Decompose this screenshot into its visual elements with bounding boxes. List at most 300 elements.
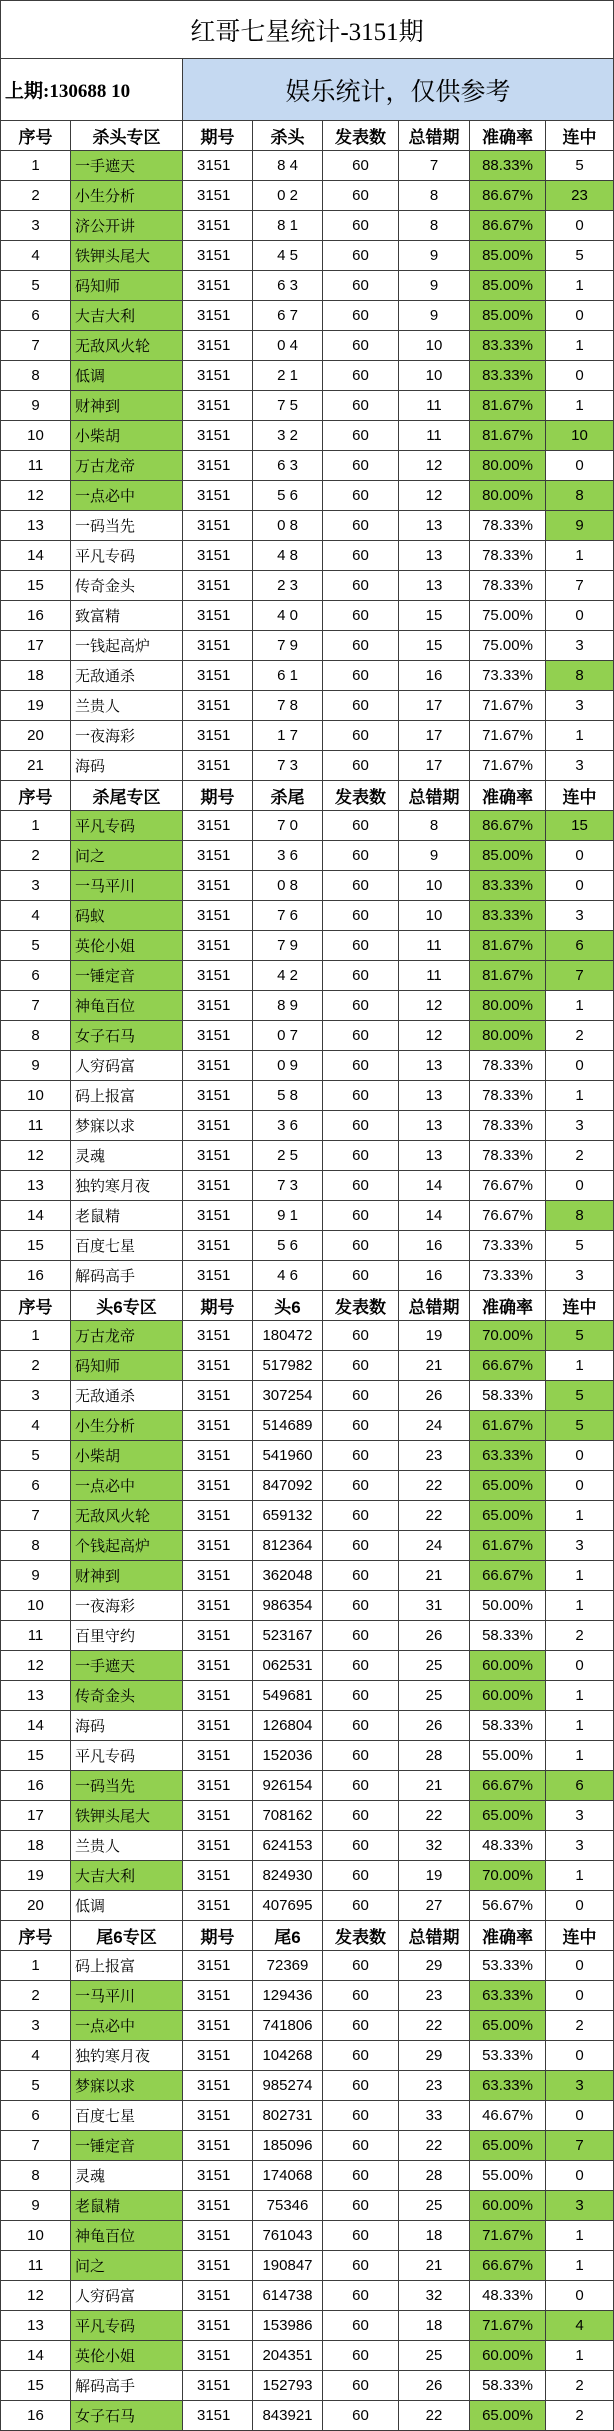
- predictor-name: 百里守约: [71, 1621, 183, 1650]
- miss-count: 21: [399, 1561, 470, 1590]
- miss-count: 24: [399, 1531, 470, 1560]
- pick-value: 75346: [253, 2191, 323, 2220]
- predictor-name: 问之: [71, 2251, 183, 2280]
- miss-count: 19: [399, 1321, 470, 1350]
- accuracy-rate: 81.67%: [470, 961, 546, 990]
- period-number: 3151: [183, 1651, 253, 1680]
- period-number: 3151: [183, 721, 253, 750]
- row-number: 19: [1, 1861, 71, 1890]
- period-number: 3151: [183, 2101, 253, 2130]
- miss-count: 18: [399, 2311, 470, 2340]
- accuracy-rate: 53.33%: [470, 1951, 546, 1980]
- accuracy-rate: 58.33%: [470, 2371, 546, 2400]
- accuracy-rate: 53.33%: [470, 2041, 546, 2070]
- pick-value: 514689: [253, 1411, 323, 1440]
- win-streak: 1: [575, 1687, 584, 1704]
- period-number: 3151: [183, 1981, 253, 2010]
- win-streak: 9: [546, 511, 613, 540]
- accuracy-rate: 83.33%: [470, 871, 546, 900]
- pick-value: 7 3: [253, 751, 323, 780]
- post-count: 60: [323, 2011, 399, 2040]
- table-row: [1, 1951, 613, 1981]
- table-row: [1, 811, 613, 841]
- win-streak: 5: [546, 1411, 613, 1440]
- post-count: 60: [323, 2221, 399, 2250]
- pick-value: 4 0: [253, 601, 323, 630]
- pick-value: 847092: [253, 1471, 323, 1500]
- win-streak: 2: [575, 1627, 584, 1644]
- miss-count: 21: [399, 1351, 470, 1380]
- row-number: 19: [1, 691, 71, 720]
- table-row: [1, 1831, 613, 1861]
- table-row: [1, 1471, 613, 1501]
- predictor-name: 传奇金头: [71, 571, 183, 600]
- miss-count: 12: [399, 451, 470, 480]
- section-header-row: [1, 1921, 613, 1951]
- miss-count: 10: [399, 871, 470, 900]
- miss-count: 17: [399, 691, 470, 720]
- pick-value: 7 6: [253, 901, 323, 930]
- header-pick: 杀尾: [253, 781, 323, 810]
- period-number: 3151: [183, 1771, 253, 1800]
- post-count: 60: [323, 1141, 399, 1170]
- predictor-name: 人穷码富: [71, 2281, 183, 2310]
- pick-value: 5 6: [253, 481, 323, 510]
- predictor-name: 铁钾头尾大: [71, 241, 183, 270]
- predictor-name: 梦寐以求: [71, 2071, 183, 2100]
- row-number: 9: [1, 1561, 71, 1590]
- pick-value: 541960: [253, 1441, 323, 1470]
- header-miss-count: 总错期: [399, 121, 470, 150]
- miss-count: 17: [399, 721, 470, 750]
- post-count: 60: [323, 2341, 399, 2370]
- period-number: 3151: [183, 1021, 253, 1050]
- accuracy-rate: 80.00%: [470, 451, 546, 480]
- header-streak: 连中: [562, 128, 597, 147]
- table-row: [1, 1741, 613, 1771]
- row-number: 18: [1, 661, 71, 690]
- accuracy-rate: 76.67%: [470, 1201, 546, 1230]
- period-number: 3151: [183, 1381, 253, 1410]
- header-section-name: 尾6专区: [71, 1921, 183, 1950]
- win-streak: 2: [575, 2377, 584, 2394]
- table-row: [1, 2401, 613, 2430]
- table-row: [1, 841, 613, 871]
- row-number: 17: [1, 1801, 71, 1830]
- pick-value: 3 2: [253, 421, 323, 450]
- pick-value: 0 8: [253, 871, 323, 900]
- period-number: 3151: [183, 871, 253, 900]
- miss-count: 28: [399, 2161, 470, 2190]
- accuracy-rate: 78.33%: [470, 1051, 546, 1080]
- win-streak: 0: [575, 367, 584, 384]
- row-number: 12: [1, 1141, 71, 1170]
- post-count: 60: [323, 631, 399, 660]
- miss-count: 16: [399, 1231, 470, 1260]
- row-number: 11: [1, 1111, 71, 1140]
- post-count: 60: [323, 451, 399, 480]
- win-streak: 1: [575, 1717, 584, 1734]
- accuracy-rate: 63.33%: [470, 1441, 546, 1470]
- pick-value: 6 7: [253, 301, 323, 330]
- accuracy-rate: 46.67%: [470, 2101, 546, 2130]
- row-number: 4: [1, 2041, 71, 2070]
- table-row: [1, 361, 613, 391]
- miss-count: 7: [399, 151, 470, 180]
- pick-value: 190847: [253, 2251, 323, 2280]
- accuracy-rate: 71.67%: [470, 751, 546, 780]
- row-number: 13: [1, 511, 71, 540]
- table-row: [1, 1351, 613, 1381]
- table-row: [1, 1381, 613, 1411]
- last-draw-result: 上期:130688 10: [5, 81, 131, 102]
- row-number: 14: [1, 541, 71, 570]
- row-number: 17: [1, 631, 71, 660]
- period-number: 3151: [183, 601, 253, 630]
- table-row: [1, 301, 613, 331]
- table-row: [1, 1651, 613, 1681]
- period-number: 3151: [183, 1891, 253, 1920]
- accuracy-rate: 48.33%: [470, 2281, 546, 2310]
- period-number: 3151: [183, 511, 253, 540]
- win-streak: 3: [575, 757, 584, 774]
- post-count: 60: [323, 931, 399, 960]
- table-row: [1, 2131, 613, 2161]
- pick-value: 843921: [253, 2401, 323, 2430]
- win-streak: 3: [546, 2191, 613, 2220]
- post-count: 60: [323, 241, 399, 270]
- period-number: 3151: [183, 1231, 253, 1260]
- miss-count: 25: [399, 2341, 470, 2370]
- pick-value: 6 3: [253, 451, 323, 480]
- predictor-name: 个钱起高炉: [71, 1531, 183, 1560]
- miss-count: 9: [399, 841, 470, 870]
- pick-value: 407695: [253, 1891, 323, 1920]
- accuracy-rate: 66.67%: [470, 1771, 546, 1800]
- period-number: 3151: [183, 361, 253, 390]
- period-number: 3151: [183, 1081, 253, 1110]
- period-number: 3151: [183, 421, 253, 450]
- row-number: 8: [1, 1531, 71, 1560]
- win-streak: 1: [575, 727, 584, 744]
- accuracy-rate: 71.67%: [470, 691, 546, 720]
- pick-value: 6 1: [253, 661, 323, 690]
- post-count: 60: [323, 1591, 399, 1620]
- predictor-name: 独钓寒月夜: [71, 1171, 183, 1200]
- post-count: 60: [323, 991, 399, 1020]
- post-count: 60: [323, 481, 399, 510]
- pick-value: 986354: [253, 1591, 323, 1620]
- predictor-name: 一点必中: [71, 1471, 183, 1500]
- table-row: [1, 211, 613, 241]
- win-streak: 8: [546, 661, 613, 690]
- row-number: 8: [1, 361, 71, 390]
- table-row: [1, 571, 613, 601]
- post-count: 60: [323, 511, 399, 540]
- accuracy-rate: 73.33%: [470, 1231, 546, 1260]
- post-count: 60: [323, 1351, 399, 1380]
- miss-count: 8: [399, 181, 470, 210]
- accuracy-rate: 75.00%: [470, 631, 546, 660]
- post-count: 60: [323, 901, 399, 930]
- win-streak: 0: [575, 2047, 584, 2064]
- predictor-name: 海码: [71, 751, 183, 780]
- row-number: 15: [1, 1231, 71, 1260]
- accuracy-rate: 63.33%: [470, 1981, 546, 2010]
- row-number: 12: [1, 481, 71, 510]
- win-streak: 1: [575, 1507, 584, 1524]
- disclaimer-cell: [183, 59, 613, 120]
- period-number: 3151: [183, 2401, 253, 2430]
- predictor-name: 一点必中: [71, 481, 183, 510]
- accuracy-rate: 83.33%: [470, 901, 546, 930]
- row-number: 10: [1, 1081, 71, 1110]
- predictor-name: 致富精: [71, 601, 183, 630]
- header-streak: 连中: [562, 788, 597, 807]
- post-count: 60: [323, 1051, 399, 1080]
- row-number: 2: [1, 841, 71, 870]
- post-count: 60: [323, 2191, 399, 2220]
- period-number: 3151: [183, 301, 253, 330]
- header-post-count: 发表数: [323, 1291, 399, 1320]
- post-count: 60: [323, 1231, 399, 1260]
- miss-count: 8: [399, 811, 470, 840]
- table-row: [1, 511, 613, 541]
- miss-count: 22: [399, 1801, 470, 1830]
- period-number: 3151: [183, 2251, 253, 2280]
- predictor-name: 解码高手: [71, 2371, 183, 2400]
- miss-count: 13: [399, 571, 470, 600]
- win-streak: 0: [575, 2287, 584, 2304]
- post-count: 60: [323, 1441, 399, 1470]
- post-count: 60: [323, 1411, 399, 1440]
- pick-value: 4 8: [253, 541, 323, 570]
- table-row: [1, 2221, 613, 2251]
- post-count: 60: [323, 1111, 399, 1140]
- period-number: 3151: [183, 151, 253, 180]
- table-row: [1, 1051, 613, 1081]
- win-streak: 0: [575, 217, 584, 234]
- miss-count: 22: [399, 1471, 470, 1500]
- row-number: 6: [1, 1471, 71, 1500]
- predictor-name: 小生分析: [71, 1411, 183, 1440]
- miss-count: 29: [399, 2041, 470, 2070]
- pick-value: 659132: [253, 1501, 323, 1530]
- table-row: [1, 1261, 613, 1291]
- win-streak: 1: [575, 1597, 584, 1614]
- table-row: [1, 1021, 613, 1051]
- miss-count: 25: [399, 1651, 470, 1680]
- miss-count: 19: [399, 1861, 470, 1890]
- period-number: 3151: [183, 661, 253, 690]
- table-row: [1, 1441, 613, 1471]
- accuracy-rate: 78.33%: [470, 511, 546, 540]
- win-streak: 3: [575, 1267, 584, 1284]
- table-row: [1, 1771, 613, 1801]
- period-number: 3151: [183, 1951, 253, 1980]
- pick-value: 761043: [253, 2221, 323, 2250]
- period-number: 3151: [183, 1591, 253, 1620]
- miss-count: 13: [399, 1141, 470, 1170]
- post-count: 60: [323, 211, 399, 240]
- table-row: [1, 1081, 613, 1111]
- post-count: 60: [323, 1471, 399, 1500]
- post-count: 60: [323, 571, 399, 600]
- pick-value: 153986: [253, 2311, 323, 2340]
- predictor-name: 低调: [71, 1891, 183, 1920]
- row-number: 9: [1, 2191, 71, 2220]
- miss-count: 12: [399, 1021, 470, 1050]
- pick-value: 802731: [253, 2101, 323, 2130]
- period-number: 3151: [183, 631, 253, 660]
- table-row: [1, 331, 613, 361]
- miss-count: 28: [399, 1741, 470, 1770]
- accuracy-rate: 66.67%: [470, 2251, 546, 2280]
- predictor-name: 财神到: [71, 391, 183, 420]
- period-number: 3151: [183, 1711, 253, 1740]
- header-period: 期号: [183, 121, 253, 150]
- row-number: 13: [1, 1681, 71, 1710]
- win-streak: 5: [546, 1381, 613, 1410]
- period-number: 3151: [183, 1501, 253, 1530]
- pick-value: 9 1: [253, 1201, 323, 1230]
- miss-count: 14: [399, 1171, 470, 1200]
- period-number: 3151: [183, 211, 253, 240]
- win-streak: 0: [575, 607, 584, 624]
- period-number: 3151: [183, 1741, 253, 1770]
- pick-value: 549681: [253, 1681, 323, 1710]
- miss-count: 23: [399, 1441, 470, 1470]
- period-number: 3151: [183, 2191, 253, 2220]
- header-pick: 头6: [253, 1291, 323, 1320]
- row-number: 4: [1, 241, 71, 270]
- row-number: 10: [1, 2221, 71, 2250]
- header-miss-count: 总错期: [399, 1921, 470, 1950]
- accuracy-rate: 60.00%: [470, 2191, 546, 2220]
- table-row: [1, 181, 613, 211]
- post-count: 60: [323, 2311, 399, 2340]
- table-row: [1, 1891, 613, 1921]
- period-number: 3151: [183, 841, 253, 870]
- table-row: [1, 241, 613, 271]
- period-number: 3151: [183, 901, 253, 930]
- period-number: 3151: [183, 1351, 253, 1380]
- predictor-name: 一锤定音: [71, 2131, 183, 2160]
- win-streak: 5: [546, 1321, 613, 1350]
- title-row: [1, 1, 613, 59]
- pick-value: 7 9: [253, 631, 323, 660]
- miss-count: 11: [399, 931, 470, 960]
- win-streak: 15: [546, 811, 613, 840]
- post-count: 60: [323, 661, 399, 690]
- period-number: 3151: [183, 241, 253, 270]
- table-row: [1, 1531, 613, 1561]
- miss-count: 13: [399, 1081, 470, 1110]
- table-row: [1, 1231, 613, 1261]
- pick-value: 517982: [253, 1351, 323, 1380]
- table-row: [1, 661, 613, 691]
- predictor-name: 百度七星: [71, 2101, 183, 2130]
- predictor-name: 灵魂: [71, 1141, 183, 1170]
- header-period: 期号: [183, 1291, 253, 1320]
- accuracy-rate: 55.00%: [470, 2161, 546, 2190]
- period-number: 3151: [183, 1621, 253, 1650]
- win-streak: 1: [575, 547, 584, 564]
- win-streak: 5: [575, 247, 584, 264]
- accuracy-rate: 80.00%: [470, 481, 546, 510]
- post-count: 60: [323, 2041, 399, 2070]
- post-count: 60: [323, 1321, 399, 1350]
- accuracy-rate: 86.67%: [470, 211, 546, 240]
- accuracy-rate: 61.67%: [470, 1531, 546, 1560]
- accuracy-rate: 58.33%: [470, 1621, 546, 1650]
- predictor-name: 一钱起高炉: [71, 631, 183, 660]
- win-streak: 0: [575, 1657, 584, 1674]
- post-count: 60: [323, 2401, 399, 2430]
- period-number: 3151: [183, 2221, 253, 2250]
- predictor-name: 神龟百位: [71, 991, 183, 1020]
- post-count: 60: [323, 811, 399, 840]
- win-streak: 2: [575, 2407, 584, 2424]
- post-count: 60: [323, 1021, 399, 1050]
- accuracy-rate: 75.00%: [470, 601, 546, 630]
- pick-value: 8 9: [253, 991, 323, 1020]
- table-row: [1, 1861, 613, 1891]
- miss-count: 15: [399, 601, 470, 630]
- table-row: [1, 1411, 613, 1441]
- period-number: 3151: [183, 1681, 253, 1710]
- miss-count: 26: [399, 1711, 470, 1740]
- row-number: 14: [1, 1201, 71, 1230]
- row-number: 9: [1, 1051, 71, 1080]
- pick-value: 624153: [253, 1831, 323, 1860]
- win-streak: 1: [575, 1567, 584, 1584]
- section-header-row: [1, 781, 613, 811]
- post-count: 60: [323, 301, 399, 330]
- predictor-name: 济公开讲: [71, 211, 183, 240]
- win-streak: 10: [546, 421, 613, 450]
- post-count: 60: [323, 2161, 399, 2190]
- predictor-name: 一马平川: [71, 1981, 183, 2010]
- predictor-name: 低调: [71, 361, 183, 390]
- predictor-name: 无敌风火轮: [71, 1501, 183, 1530]
- accuracy-rate: 56.67%: [470, 1891, 546, 1920]
- section-header-row: [1, 121, 613, 151]
- miss-count: 12: [399, 991, 470, 1020]
- win-streak: 1: [575, 2227, 584, 2244]
- miss-count: 14: [399, 1201, 470, 1230]
- header-post-count: 发表数: [323, 121, 399, 150]
- miss-count: 25: [399, 1681, 470, 1710]
- row-number: 5: [1, 931, 71, 960]
- win-streak: 1: [575, 1747, 584, 1764]
- header-number: 序号: [1, 781, 71, 810]
- row-number: 3: [1, 211, 71, 240]
- accuracy-rate: 60.00%: [470, 1651, 546, 1680]
- pick-value: 307254: [253, 1381, 323, 1410]
- post-count: 60: [323, 1081, 399, 1110]
- period-number: 3151: [183, 1531, 253, 1560]
- pick-value: 362048: [253, 1561, 323, 1590]
- pick-value: 2 5: [253, 1141, 323, 1170]
- period-number: 3151: [183, 1441, 253, 1470]
- post-count: 60: [323, 421, 399, 450]
- pick-value: 126804: [253, 1711, 323, 1740]
- table-row: [1, 631, 613, 661]
- row-number: 3: [1, 2011, 71, 2040]
- table-row: [1, 2341, 613, 2371]
- row-number: 13: [1, 2311, 71, 2340]
